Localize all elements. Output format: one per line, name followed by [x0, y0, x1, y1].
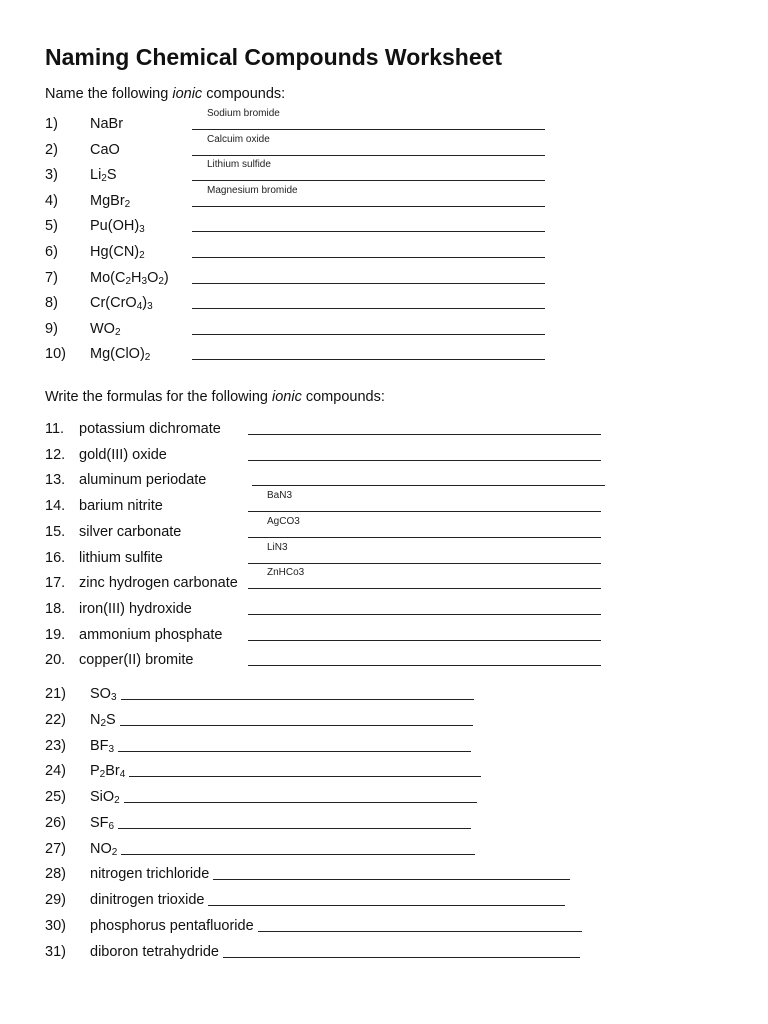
question-number: 19. — [45, 626, 66, 643]
question-row — [45, 736, 605, 760]
compound-formula: $Hg(CN)_2$ — [90, 244, 145, 261]
instruction-text: Name the following — [45, 86, 173, 102]
question-row — [45, 419, 615, 443]
answer-line[interactable] — [192, 257, 545, 258]
question-number: 4) — [45, 192, 58, 209]
question-number: 31) — [45, 943, 66, 960]
question-number: 10) — [45, 346, 66, 363]
answer-line[interactable] — [223, 957, 580, 958]
question-number: 2) — [45, 141, 58, 158]
question-row — [45, 293, 565, 317]
subscript: 2 — [144, 352, 151, 364]
compound-item: $SF_6$ — [90, 814, 115, 832]
compound-item: phosphorus pentafluoride — [90, 917, 254, 934]
question-row — [45, 319, 565, 343]
compound-item: SiO$_2$ — [90, 789, 120, 806]
question-row — [45, 184, 565, 215]
section1-instruction — [45, 86, 285, 102]
instruction-emphasis: ionic — [272, 389, 302, 405]
handwritten-answer: Lithium sulfide — [207, 159, 271, 171]
subscript: 2 — [139, 250, 145, 261]
answer-line[interactable] — [248, 537, 601, 538]
answer-line[interactable] — [248, 460, 601, 461]
compound-item: nitrogen trichloride — [90, 866, 210, 883]
question-number: 1) — [45, 116, 58, 132]
question-number: 20. — [45, 652, 66, 669]
answer-line[interactable] — [192, 359, 545, 360]
compound-formula: $Cr(CrO_4)_3$ — [90, 295, 153, 313]
compound-item: diboron tetrahydride — [90, 943, 219, 960]
answer-line[interactable] — [248, 434, 601, 435]
subscript: 2 — [101, 173, 107, 185]
compound-name: lithium sulfite — [79, 549, 163, 566]
question-number: 5) — [45, 218, 58, 235]
subscript: 2 — [125, 275, 132, 287]
question-number: 23) — [45, 737, 66, 754]
compound-formula: NaBr — [90, 116, 124, 132]
subscript: 2 — [158, 275, 164, 287]
instruction-emphasis: ionic — [172, 86, 203, 102]
question-number: 9) — [45, 320, 58, 337]
question-number: 25) — [45, 789, 66, 805]
subscript: 2 — [99, 769, 106, 781]
question-row — [45, 159, 565, 189]
question-number: 7) — [45, 269, 58, 286]
instruction-text: compounds: — [301, 389, 385, 405]
question-row — [45, 515, 615, 546]
answer-line[interactable] — [192, 308, 545, 309]
question-number: 12. — [45, 446, 66, 463]
answer-line[interactable] — [192, 334, 545, 335]
question-number: 6) — [45, 244, 58, 260]
question-row — [45, 541, 615, 572]
compound-item: dinitrogen trioxide — [90, 892, 205, 908]
compound-name: zinc hydrogen carbonate — [79, 575, 238, 592]
answer-line[interactable] — [129, 776, 481, 777]
instruction-text: compounds: — [202, 86, 286, 102]
answer-line[interactable] — [192, 283, 545, 284]
compound-name: potassium dichromate — [79, 421, 221, 437]
question-row — [45, 599, 615, 623]
answer-line[interactable] — [121, 699, 474, 700]
question-number: 30) — [45, 917, 66, 934]
answer-line[interactable] — [208, 905, 565, 906]
compound-name: copper(II) bromite — [79, 652, 194, 669]
question-row — [45, 625, 615, 649]
question-row — [45, 268, 565, 292]
compound-formula: $WO_2$ — [90, 320, 121, 338]
subscript: 2 — [114, 326, 121, 338]
question-row — [45, 567, 615, 597]
answer-line[interactable] — [248, 588, 601, 589]
compound-formula: $Mg(ClO)_2$ — [90, 346, 151, 364]
compound-name: barium nitrite — [79, 498, 163, 515]
question-number: 17. — [45, 575, 66, 592]
subscript: 3 — [110, 692, 117, 703]
answer-line[interactable] — [118, 751, 471, 752]
question-number: 21) — [45, 686, 66, 702]
compound-formula: $Mo(C_2H_3O_2)$ — [90, 269, 169, 287]
question-number: 8) — [45, 295, 58, 312]
compound-name: ammonium phosphate — [79, 626, 223, 643]
page-title: Naming Chemical Compounds Worksheet — [45, 44, 503, 70]
compound-formula: $Li_2S$ — [90, 167, 117, 185]
question-row — [45, 445, 615, 469]
subscript: 2 — [111, 846, 118, 858]
answer-line[interactable] — [248, 511, 601, 512]
question-number: 15. — [45, 523, 66, 540]
question-number: 13. — [45, 472, 66, 489]
answer-line[interactable] — [192, 180, 545, 181]
instruction-text: Write the formulas for the following — [45, 389, 272, 405]
question-row — [45, 242, 565, 266]
question-row — [45, 761, 605, 785]
question-number: 11. — [45, 421, 65, 437]
compound-item: $NO_2$ — [90, 840, 118, 858]
answer-line[interactable] — [248, 563, 601, 564]
compound-name: aluminum periodate — [79, 472, 207, 489]
question-number: 24) — [45, 763, 66, 780]
answer-line[interactable] — [120, 725, 473, 726]
handwritten-answer: LiN3 — [267, 541, 288, 553]
question-row — [45, 942, 605, 966]
compound-name: gold(III) oxide — [79, 446, 167, 463]
answer-line[interactable] — [213, 879, 570, 880]
answer-line[interactable] — [192, 206, 545, 207]
question-row — [45, 787, 605, 811]
question-number: 16. — [45, 549, 66, 566]
answer-line[interactable] — [118, 828, 471, 829]
subscript: 4 — [119, 769, 126, 781]
question-number: 27) — [45, 840, 66, 857]
answer-line[interactable] — [121, 854, 475, 855]
answer-line[interactable] — [192, 155, 545, 156]
question-row — [45, 684, 605, 708]
compound-formula: CaO — [90, 141, 120, 158]
answer-line[interactable] — [248, 665, 601, 666]
question-number: 18. — [45, 600, 66, 617]
question-number: 3) — [45, 167, 58, 184]
question-row — [45, 650, 615, 674]
answer-line[interactable] — [248, 640, 601, 641]
compound-name: iron(III) hydroxide — [79, 600, 192, 617]
question-number: 26) — [45, 814, 66, 831]
handwritten-answer: Magnesium bromide — [207, 184, 298, 196]
question-row — [45, 813, 605, 837]
handwritten-answer: Sodium bromide — [207, 108, 280, 119]
subscript: 3 — [108, 743, 115, 755]
compound-item: $BF_3$ — [90, 737, 115, 755]
handwritten-answer: Calcuim oxide — [207, 133, 270, 145]
answer-line[interactable] — [124, 802, 477, 803]
question-row — [45, 344, 565, 368]
question-number: 28) — [45, 866, 66, 883]
question-row — [45, 916, 605, 940]
question-row — [45, 470, 615, 494]
question-row — [45, 890, 605, 914]
subscript: 4 — [136, 301, 143, 313]
compound-name: silver carbonate — [79, 523, 182, 540]
compound-item: $N_2S$ — [90, 711, 116, 729]
question-row — [45, 490, 615, 520]
compound-item: $SO_3$ — [90, 686, 117, 703]
subscript: 3 — [141, 275, 148, 287]
subscript: 3 — [139, 224, 145, 236]
section2-instruction — [45, 389, 385, 405]
question-row — [45, 108, 565, 138]
answer-line[interactable] — [192, 231, 545, 232]
question-row — [45, 864, 605, 888]
answer-line[interactable] — [192, 129, 545, 130]
compound-item: $P_2Br_4$ — [90, 763, 126, 781]
question-number: 29) — [45, 892, 66, 908]
question-number: 14. — [45, 498, 66, 515]
subscript: 2 — [124, 198, 131, 210]
question-row — [45, 710, 605, 734]
handwritten-answer: BaN3 — [267, 490, 293, 502]
handwritten-answer: ZnHCo3 — [267, 567, 305, 579]
question-number: 22) — [45, 711, 66, 728]
answer-line[interactable] — [248, 614, 601, 615]
handwritten-answer: AgCO3 — [267, 515, 300, 527]
compound-formula: MgBr$_2$ — [90, 192, 131, 210]
subscript: 2 — [100, 717, 107, 729]
question-row — [45, 216, 565, 240]
answer-line[interactable] — [252, 485, 605, 486]
subscript: 2 — [114, 795, 120, 806]
subscript: 3 — [147, 301, 153, 313]
subscript: 6 — [108, 820, 115, 832]
question-row — [45, 133, 565, 164]
question-row — [45, 839, 605, 863]
compound-formula: $Pu(OH)_3$ — [90, 218, 145, 236]
answer-line[interactable] — [258, 931, 582, 932]
